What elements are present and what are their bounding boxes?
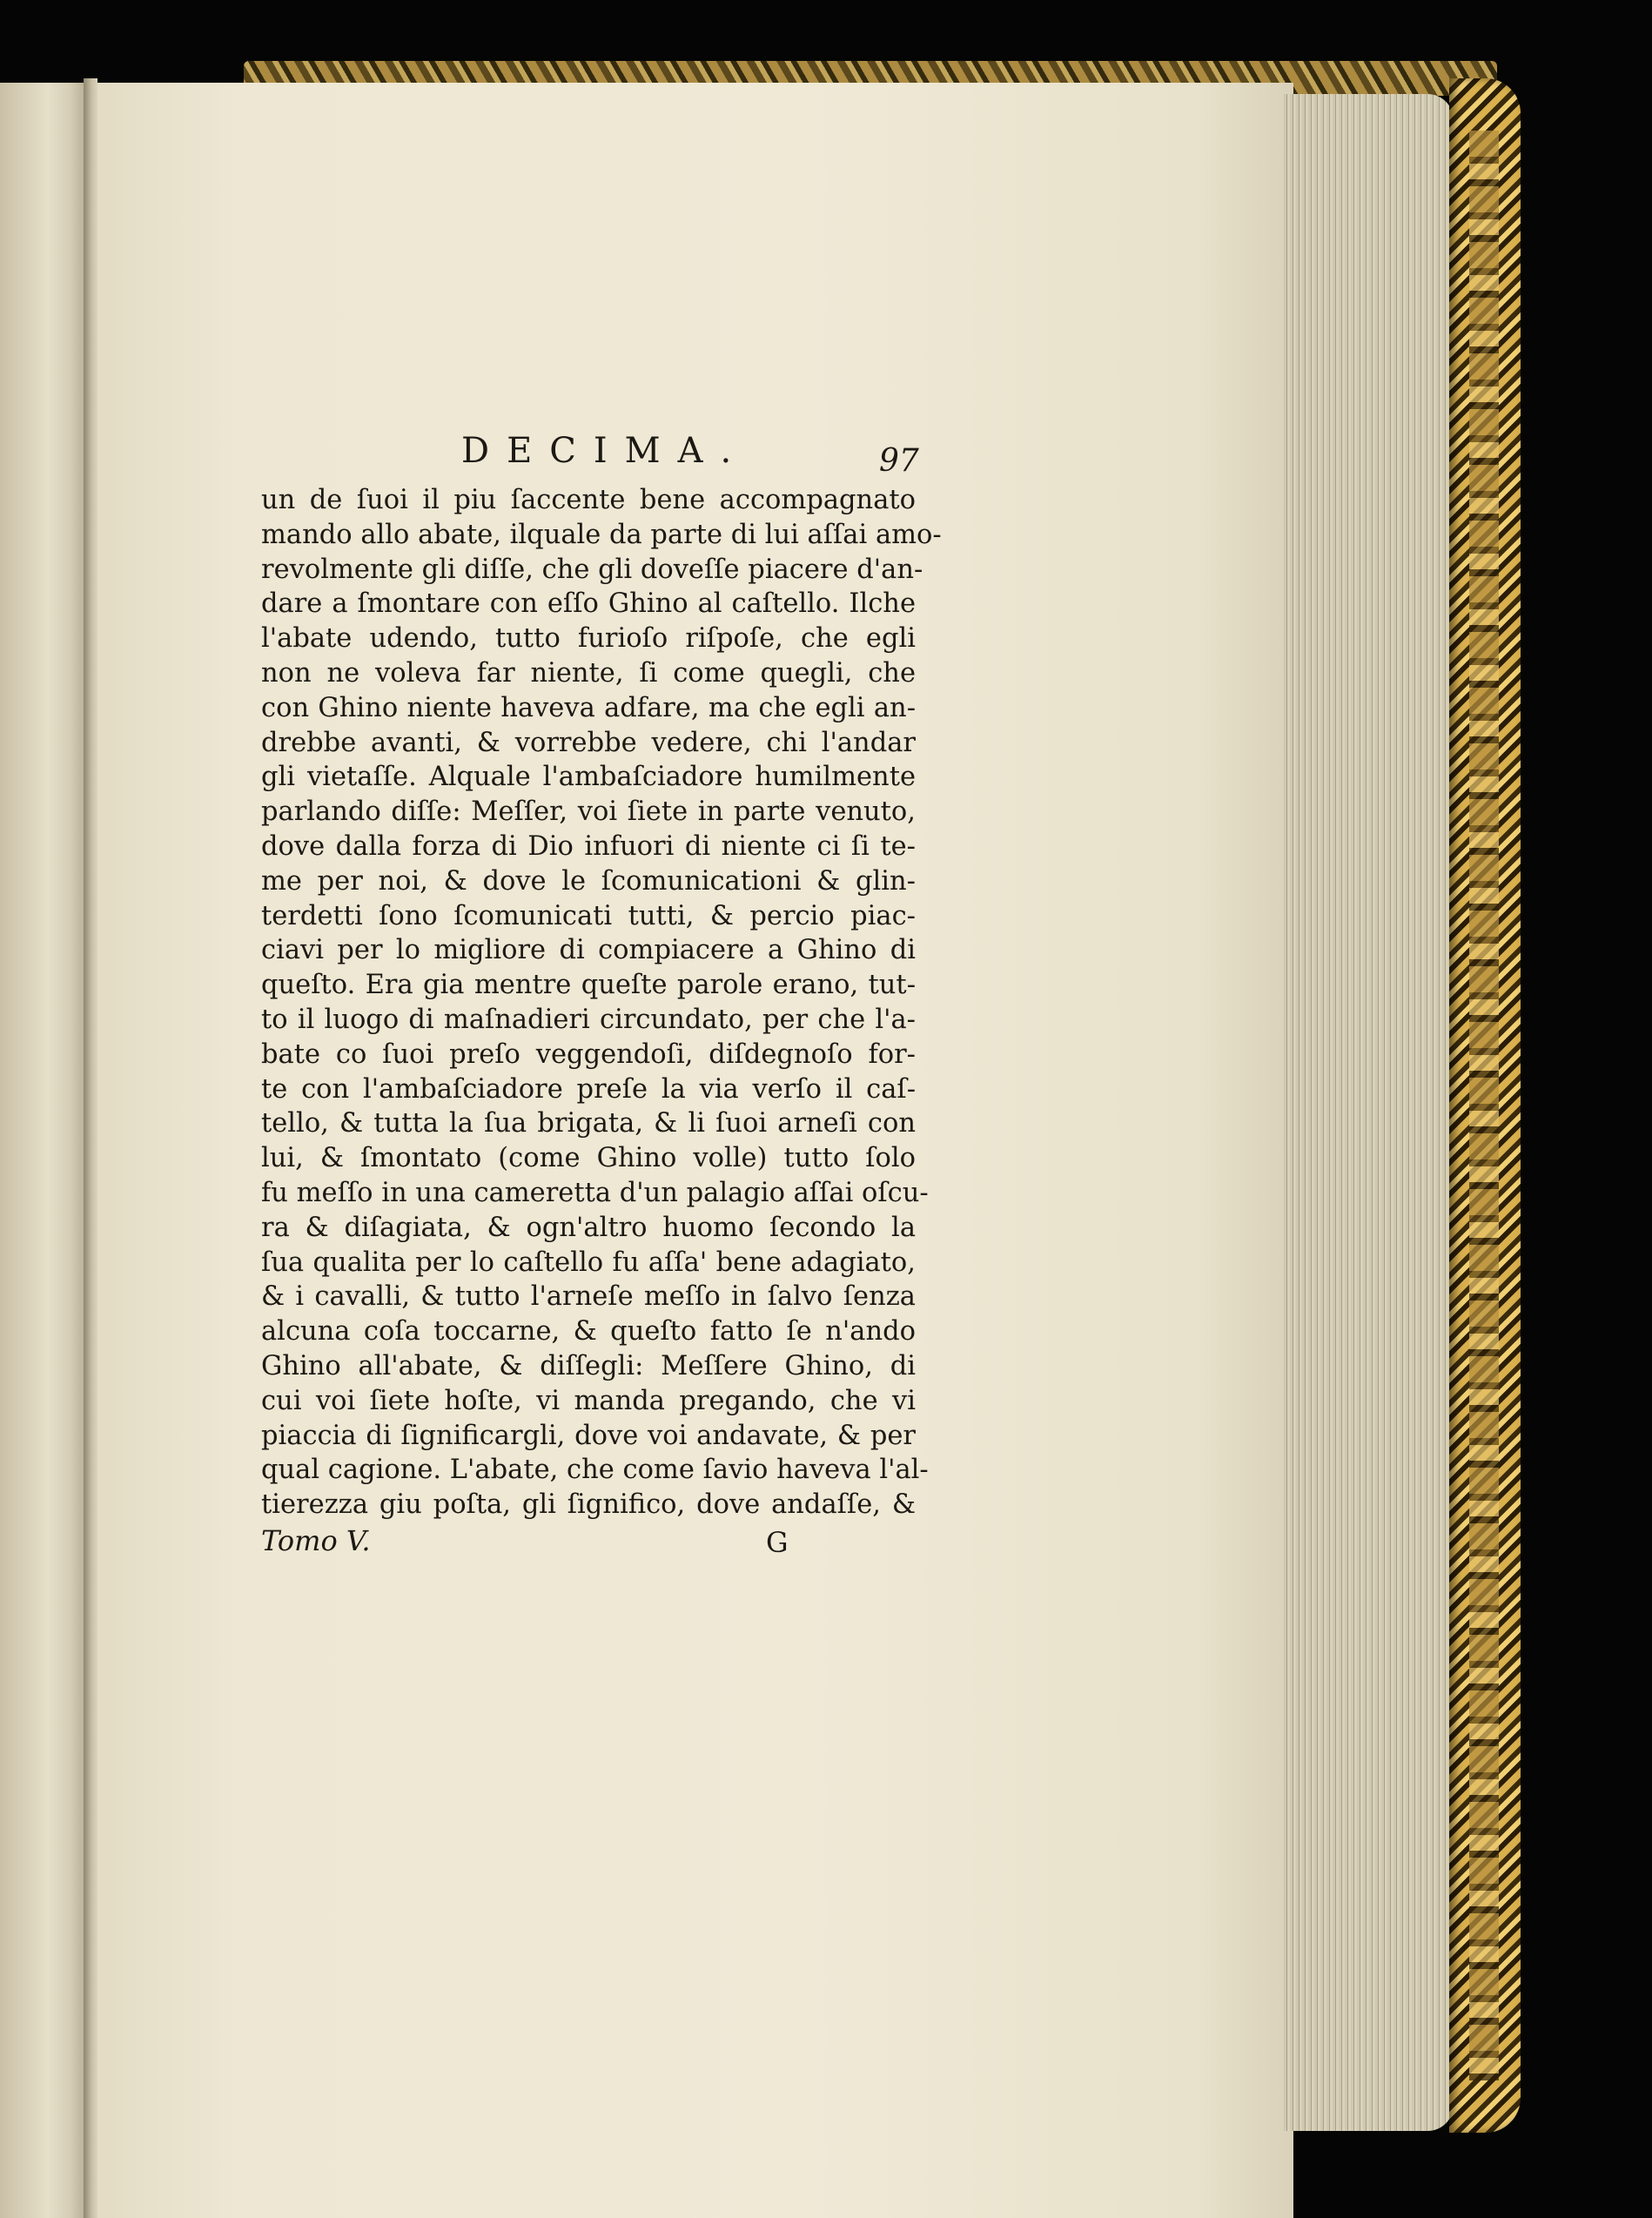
text-line: & i cavalli, & tutto l'arneſe meſſo in ſalvo ſenza: [261, 1281, 916, 1313]
text-line: qual cagione. L'abate, che come ſavio haveva l'al-: [261, 1455, 929, 1486]
signature-mark: G: [766, 1525, 789, 1559]
text-line: piaccia di ſignificargli, dove voi andavate, & per: [261, 1420, 916, 1451]
text-line: gli vietaſſe. Alquale l'ambaſciadore humilmente: [261, 762, 916, 793]
page-number: 97: [879, 443, 919, 479]
volume-mark: Tomo V.: [261, 1523, 371, 1557]
text-line: con Ghino niente haveva adfare, ma che egli an-: [261, 692, 916, 723]
text-line: queſto. Era gia mentre queſte parole erano, tut-: [261, 970, 916, 1001]
text-line: l'abate udendo, tutto furioſo riſpoſe, che egli: [261, 623, 916, 655]
text-line: drebbe avanti, & vorrebbe vedere, chi l'andar: [261, 727, 916, 758]
running-title: DECIMA.: [461, 431, 749, 471]
text-line: ra & diſagiata, & ogn'altro huomo ſecondo la: [261, 1212, 916, 1243]
page-edges: [1284, 94, 1454, 2131]
text-block: [261, 431, 942, 1568]
left-facing-page: [0, 83, 87, 2218]
text-line: parlando diſſe: Meſſer, voi ſiete in parte venuto,: [261, 796, 916, 828]
text-line: revolmente gli diſſe, che gli doveſſe piacere d'an-: [261, 554, 923, 585]
text-line: fu meſſo in una cameretta d'un palagio aſſai oſcu-: [261, 1177, 929, 1208]
page-header: [261, 431, 923, 483]
text-line: non ne voleva far niente, ſi come quegli, che: [261, 657, 916, 689]
text-line: tello, & tutta la ſua brigata, & li ſuoi arneſi con: [261, 1108, 916, 1139]
text-line: lui, & ſmontato (come Ghino volle) tutto ſolo: [261, 1143, 916, 1174]
page-footer: [261, 1524, 923, 1568]
text-line: te con l'ambaſciadore preſe la via verſo il caſ-: [261, 1073, 916, 1105]
text-line: ciavi per lo migliore di compiacere a Ghino di: [261, 935, 916, 966]
text-line: tierezza giu poſta, gli ſignifico, dove andaſſe, &: [261, 1489, 916, 1521]
text-line: alcuna coſa toccarne, & queſto fatto ſe n'ando: [261, 1316, 916, 1348]
text-line: cui voi ſiete hoſte, vi manda pregando, che vi: [261, 1385, 916, 1416]
body-text: [261, 483, 942, 1522]
text-line: bate co ſuoi preſo veggendoſi, diſdegnoſo for-: [261, 1038, 916, 1070]
text-line: ſua qualita per lo caſtello fu aſſa' bene adagiato,: [261, 1247, 916, 1278]
page-gutter: [84, 78, 97, 2218]
spine-ornament: [1469, 131, 1499, 2080]
text-line: Ghino all'abate, & diſſegli: Meſſere Ghino, di: [261, 1350, 916, 1381]
text-line: terdetti ſono ſcomunicati tutti, & percio piac-: [261, 900, 916, 931]
text-line: mando allo abate, ilquale da parte di lui aſſai amo-: [261, 519, 942, 550]
text-line: me per noi, & dove le ſcomunicationi & glin-: [261, 865, 916, 897]
text-line: dove dalla forza di Dio infuori di niente ci ſi te-: [261, 830, 916, 862]
text-line: dare a ſmontare con eſſo Ghino al caſtello. Ilche: [261, 588, 916, 620]
text-line: to il luogo di maſnadieri circundato, per che l'a-: [261, 1004, 916, 1035]
text-line: un de ſuoi il piu ſaccente bene accompagnato: [261, 485, 916, 515]
